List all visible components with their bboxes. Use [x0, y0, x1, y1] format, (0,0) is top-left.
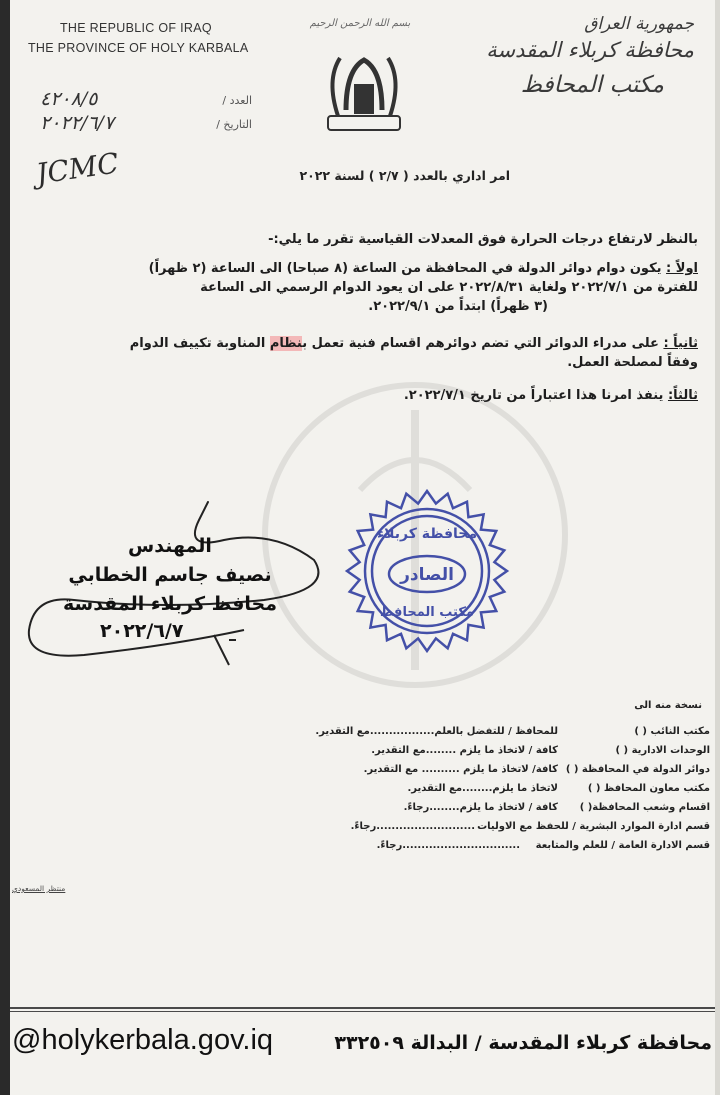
karbala-logo — [316, 50, 412, 136]
number-label: العدد / — [222, 94, 252, 107]
date-label: التاريخ / — [216, 118, 252, 131]
header-province: THE PROVINCE OF HOLY KARBALA — [28, 41, 249, 55]
number-value: ٤٢٠٨/٥ — [40, 88, 98, 110]
footer-website: @holykerbala.gov.iq — [12, 1024, 274, 1056]
highlighted-word: نظام — [269, 336, 303, 351]
official-stamp — [344, 488, 510, 654]
copies-row: قسم الادارة العامة / للعلم والمتابعة ...............................رجاءً. — [376, 840, 710, 851]
header-ar-office: مكتب المحافظ — [520, 72, 664, 98]
clause-first-label: اولاً : — [666, 261, 698, 276]
clause-first-line3: (٣ ظهراً) ابتداً من ٢٠٢٢/٩/١. — [368, 299, 548, 314]
handwritten-annotation: JCMC — [34, 146, 121, 191]
header-ar-province: محافظة كربلاء المقدسة — [486, 38, 694, 62]
clause-third-label: ثالثاً: — [667, 388, 698, 403]
date-value: ٢٠٢٢/٦/٧ — [40, 112, 115, 134]
clause-first-line1: يكون دوام دوائر الدولة في المحافظة من الساعة (٨ صباحا) الى الساعة (٢ ظهراً) — [148, 261, 662, 276]
clause-second-text-a: على مدراء الدوائر التي تضم دوائرهم اقسام فنية تعمل ب — [302, 336, 659, 351]
date-row — [30, 112, 260, 136]
intro-paragraph: بالنظر لارتفاع درجات الحرارة فوق المعدلات القياسية تقرر ما يلي:- — [268, 232, 698, 247]
footer-address: محافظة كربلاء المقدسة / البدالة ٣٣٢٥٠٩ — [334, 1032, 712, 1054]
header-english — [28, 18, 249, 58]
copies-row: دوائر الدولة في المحافظة ( ) كافة/ لاتخاذ ما يلزم .......... مع التقدير. — [363, 764, 710, 775]
scan-edge-right — [715, 0, 720, 1095]
signature-position: محافظ كربلاء المقدسة — [63, 593, 277, 615]
copies-row: قسم ادارة الموارد البشرية / للحفظ مع الاوليات ..........................رجاءً. — [350, 821, 710, 832]
signature-block — [60, 532, 280, 619]
stamp-bottom-text: مكتب المحافظ — [380, 605, 474, 620]
document-meta — [30, 88, 260, 136]
order-title: امر اداري بالعدد ( ٢/٧ ) لسنة ٢٠٢٢ — [299, 168, 510, 183]
stamp-top-text: محافظة كربلاء — [376, 526, 478, 542]
clause-second-text-b: المناوبة تكييف الدوام — [129, 336, 270, 351]
signature-title: المهندس — [128, 535, 212, 557]
clause-second — [28, 334, 698, 372]
header-arabic — [474, 14, 694, 98]
clause-first-line2: للفترة من ٢٠٢٢/٧/١ ولغاية ٢٠٢٢/٨/٣١ على ان يعود الدوام الرسمي الى الساعة — [200, 280, 698, 295]
clause-second-label: ثانياً : — [663, 336, 698, 351]
copies-row: اقسام وشعب المحافظة( ) كافة / لاتخاذ ما يلزم........رجاءً. — [403, 802, 710, 813]
header-ar-republic: جمهورية العراق — [584, 14, 694, 34]
footer-divider-thin — [10, 1011, 715, 1012]
basmala-banner: بسم الله الرحمن الرحيم — [309, 18, 411, 29]
footer-divider — [10, 1007, 715, 1009]
copies-row: مكتب النائب ( ) للمحافظ / للتفضل بالعلم.................مع التقدير. — [315, 726, 710, 737]
copies-row: مكتب معاون المحافظ ( ) لاتخاذ ما يلزم........مع التقدير. — [407, 783, 710, 794]
signature-date: ٢٠٢٢/٦/٧ — [100, 620, 184, 642]
clerk-footnote: منتظر المسعودي — [12, 884, 66, 893]
scan-edge — [0, 0, 10, 1095]
stamp-center-text: الصادر — [400, 565, 454, 585]
clause-third — [28, 386, 698, 405]
clause-first — [28, 259, 698, 316]
number-row — [30, 88, 260, 112]
copies-heading: نسخة منه الى — [634, 700, 702, 711]
header-republic: THE REPUBLIC OF IRAQ — [60, 21, 212, 35]
clause-second-line2: وفقاً لمصلحة العمل. — [567, 355, 698, 370]
signature-name: نصيف جاسم الخطابي — [68, 564, 272, 586]
copies-list — [262, 726, 710, 859]
copies-row: الوحدات الادارية ( ) كافة / لاتخاذ ما يلزم ........مع التقدير. — [371, 745, 710, 756]
clause-third-text: ينفذ امرنا هذا اعتباراً من تاريخ ٢٠٢٢/٧/١. — [403, 388, 664, 403]
